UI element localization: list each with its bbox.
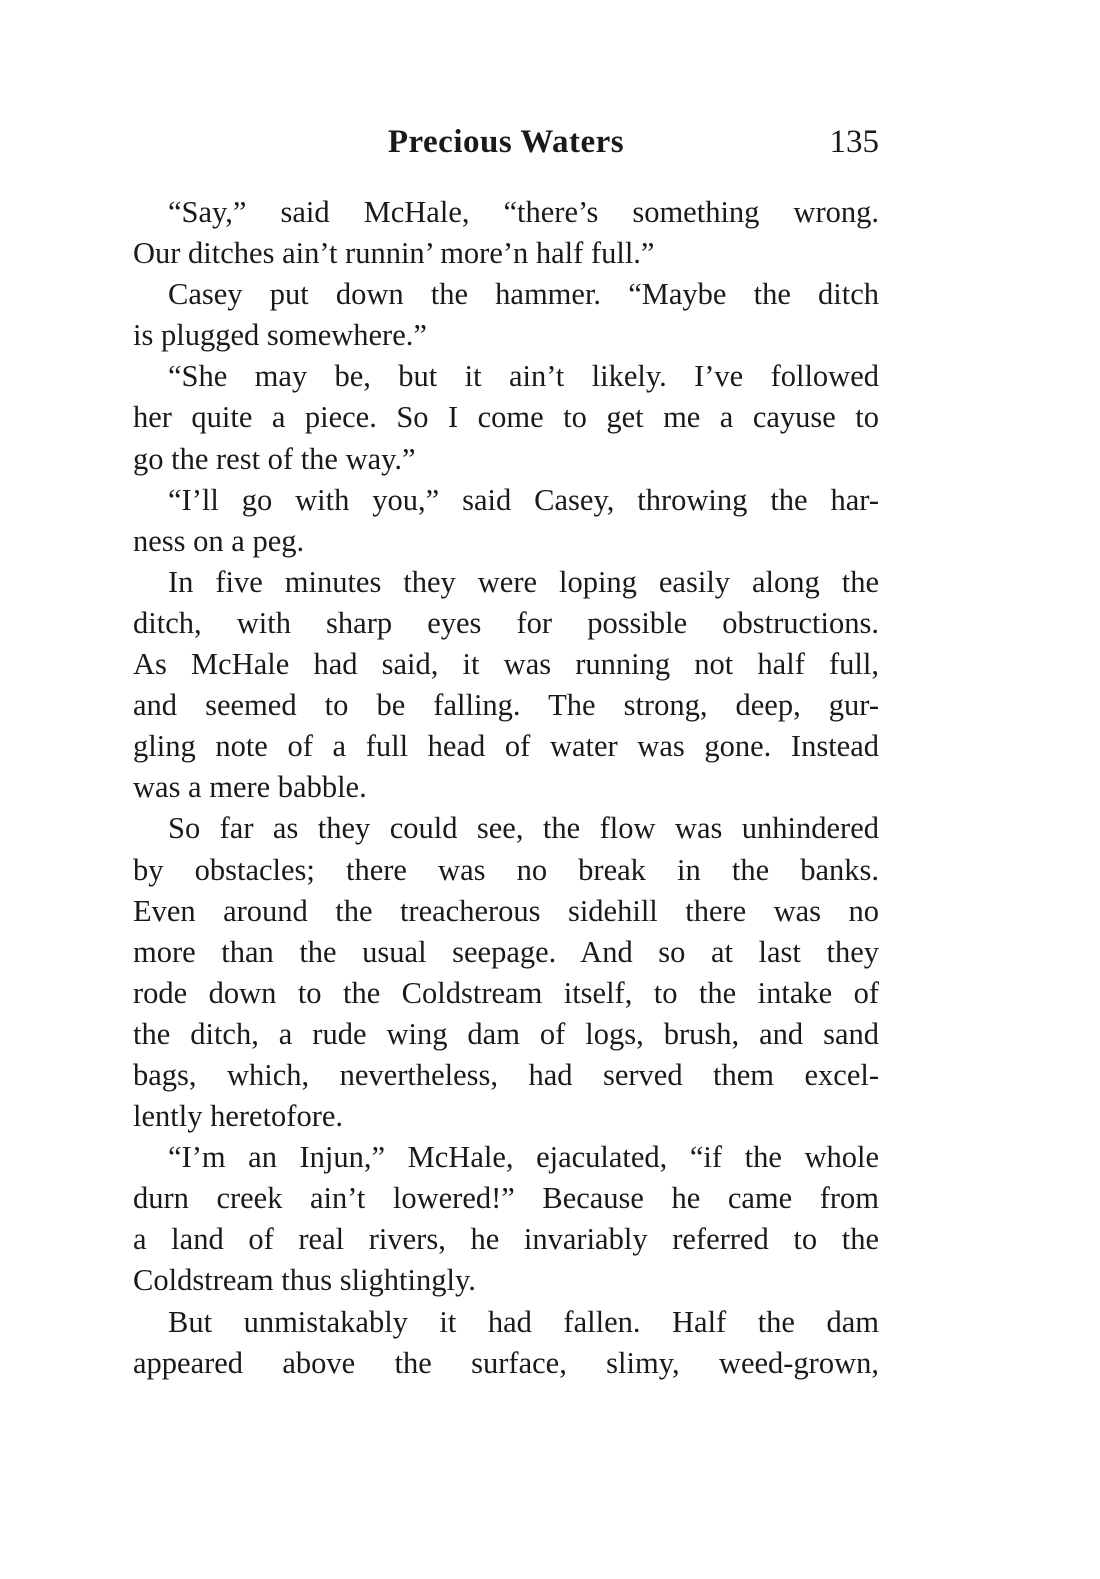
paragraph: [133, 192, 879, 274]
text-line: bags, which, nevertheless, had served them excel-: [133, 1057, 879, 1092]
page-header: [133, 124, 879, 172]
page-number: 135: [829, 124, 879, 160]
text-line: gling note of a full head of water was gone. Instead: [133, 729, 879, 764]
text-line: “She may be, but it ain’t likely. I’ve followed: [168, 359, 879, 394]
paragraph: [133, 1137, 879, 1301]
paragraph: [133, 562, 879, 809]
running-title: Precious Waters: [387, 124, 625, 160]
text-line: the ditch, a rude wing dam of logs, brush, and sand: [133, 1016, 879, 1051]
text-line: her quite a piece. So I come to get me a cayuse to: [133, 400, 879, 435]
text-line: a land of real rivers, he invariably referred to the: [133, 1222, 879, 1257]
text-line: Casey put down the hammer. “Maybe the ditch: [168, 277, 879, 312]
text-line: ditch, with sharp eyes for possible obstructions.: [133, 605, 879, 640]
text-line: appeared above the surface, slimy, weed-grown,: [133, 1345, 879, 1380]
text-line: lently heretofore.: [133, 1099, 344, 1134]
body-text: [133, 192, 879, 1384]
text-line: by obstacles; there was no break in the banks.: [133, 852, 879, 887]
paragraph: [133, 274, 879, 356]
paragraph: [133, 356, 879, 479]
text-line: Even around the treacherous sidehill there was no: [133, 893, 879, 928]
text-line: and seemed to be falling. The strong, deep, gur-: [133, 688, 879, 723]
text-line: is plugged somewhere.”: [133, 318, 427, 353]
text-line: durn creek ain’t lowered!” Because he came from: [133, 1181, 879, 1216]
paragraph: [133, 480, 879, 562]
text-line: Coldstream thus slightingly.: [133, 1263, 476, 1298]
text-line: “Say,” said McHale, “there’s something wrong.: [168, 195, 879, 229]
text-line: ness on a peg.: [133, 523, 305, 558]
text-line: In five minutes they were loping easily along the: [168, 564, 879, 599]
text-line: “I’m an Injun,” McHale, ejaculated, “if the whole: [168, 1140, 879, 1175]
text-line: rode down to the Coldstream itself, to the intake of: [133, 975, 879, 1010]
text-line: But unmistakably it had fallen. Half the dam: [168, 1304, 879, 1339]
text-line: Our ditches ain’t runnin’ more’n half full.”: [133, 236, 655, 271]
text-line: “I’ll go with you,” said Casey, throwing the har-: [168, 482, 879, 517]
paragraph: [133, 808, 879, 1137]
text-line: was a mere babble.: [133, 770, 367, 805]
text-line: go the rest of the way.”: [133, 441, 416, 476]
text-line: So far as they could see, the flow was unhindered: [168, 811, 879, 846]
text-line: As McHale had said, it was running not half full,: [133, 647, 879, 682]
text-line: more than the usual seepage. And so at last they: [133, 934, 879, 969]
paragraph: [133, 1302, 879, 1384]
